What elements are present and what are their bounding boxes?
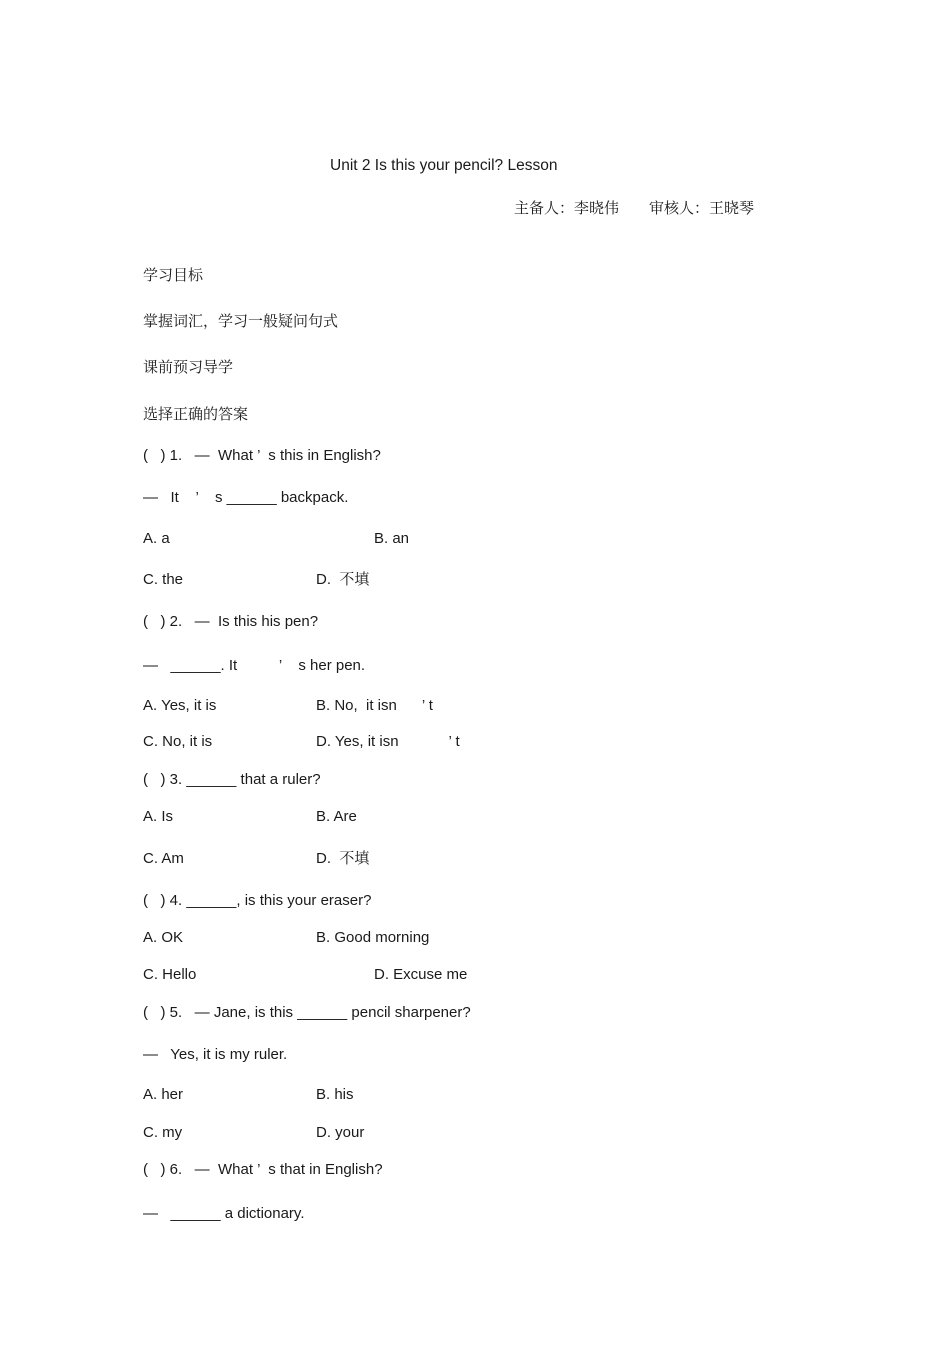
question-2-option-d: D. Yes, it isn ’ t <box>316 733 460 750</box>
objective-heading: 学习目标 <box>143 267 204 284</box>
question-3-option-d: D. 不填 <box>316 850 370 867</box>
question-4-option-b: B. Good morning <box>316 929 430 946</box>
question-6-answer-line: — ______ a dictionary. <box>143 1205 305 1222</box>
question-1-option-b: B. an <box>374 530 410 547</box>
objective-text: 掌握词汇，学习一般疑问句式 <box>143 313 339 330</box>
question-1-answer-line: — It ’ s ______ backpack. <box>143 489 349 506</box>
question-4-stem: ( ) 4. ______, is this your eraser? <box>143 892 372 909</box>
question-1-option-c: C. the <box>143 571 184 588</box>
question-5-option-b: B. his <box>316 1086 354 1103</box>
question-2-option-c: C. No, it is <box>143 733 213 750</box>
reviewer: 审核人：王晓琴 <box>649 200 755 217</box>
question-1-option-a: A. a <box>143 530 170 547</box>
preview-heading: 课前预习导学 <box>143 359 234 376</box>
question-4-option-d: D. Excuse me <box>374 966 468 983</box>
question-5-stem: ( ) 5. — Jane, is this ______ pencil sharpener? <box>143 1004 471 1021</box>
question-4-option-a: A. OK <box>143 929 184 946</box>
preparer: 主备人：李晓伟 <box>514 200 620 217</box>
question-2-answer-line: — ______. It ’ s her pen. <box>143 657 366 674</box>
question-3-option-c: C. Am <box>143 850 184 867</box>
question-2-stem: ( ) 2. — Is this his pen? <box>143 613 319 630</box>
instruction: 选择正确的答案 <box>143 406 249 423</box>
question-2-option-a: A. Yes, it is <box>143 697 217 714</box>
question-5-option-d: D. your <box>316 1124 365 1141</box>
question-2-option-b: B. No, it isn ’ t <box>316 697 433 714</box>
question-5-answer-line: — Yes, it is my ruler. <box>143 1046 288 1063</box>
page-title: Unit 2 Is this your pencil? Lesson <box>330 157 558 174</box>
question-3-option-b: B. Are <box>316 808 357 825</box>
question-1-stem: ( ) 1. — What ’ s this in English? <box>143 447 381 464</box>
question-4-option-c: C. Hello <box>143 966 197 983</box>
question-1-option-d: D. 不填 <box>316 571 370 588</box>
question-5-option-c: C. my <box>143 1124 183 1141</box>
question-3-option-a: A. Is <box>143 808 174 825</box>
question-5-option-a: A. her <box>143 1086 184 1103</box>
question-6-stem: ( ) 6. — What ’ s that in English? <box>143 1161 383 1178</box>
question-3-stem: ( ) 3. ______ that a ruler? <box>143 771 321 788</box>
authors-line <box>514 199 754 219</box>
